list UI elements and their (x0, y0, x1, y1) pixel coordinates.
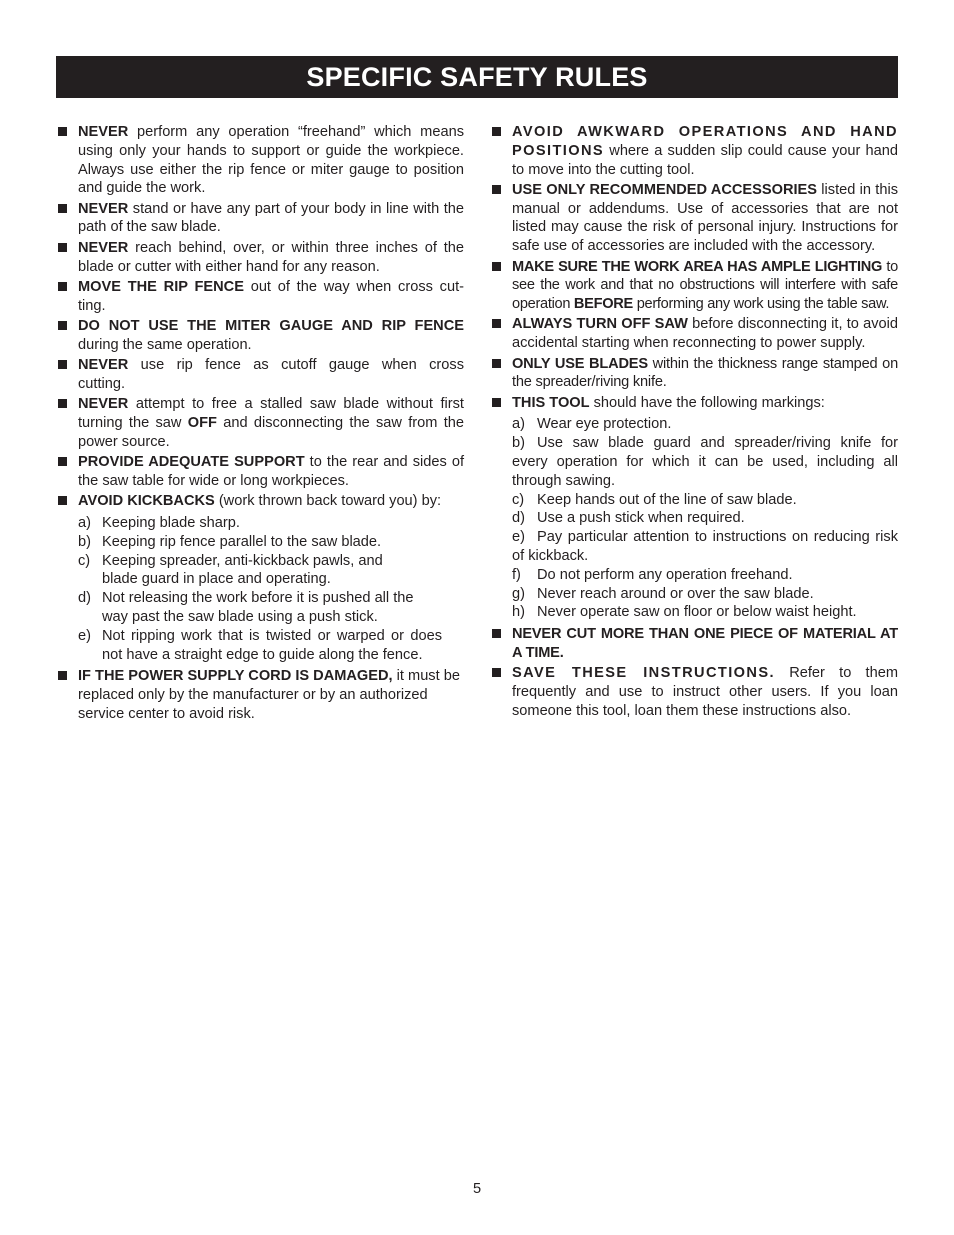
list-marker: g) (512, 585, 525, 602)
list-marker: c) (512, 491, 525, 508)
rule-item (56, 356, 464, 394)
rule-text: Refer to them frequently and use to instruct other users. If you loan someone this tool, loan them these instructions also. (512, 665, 899, 719)
rule-item (56, 453, 464, 491)
list-marker: a) (78, 514, 91, 531)
markings-list (512, 415, 898, 622)
rule-text: use rip fence as cutoff gauge when cross cutting. (78, 357, 464, 392)
square-bullet-icon (492, 262, 501, 271)
square-bullet-icon (492, 319, 501, 328)
kickback-list (78, 514, 464, 664)
rule-item (56, 492, 464, 511)
rule-item (490, 123, 898, 179)
list-item (512, 603, 898, 622)
title-bar (56, 56, 898, 98)
rule-keyword: NEVER (78, 124, 129, 140)
rule-text: to the rear and sides of the saw table for wide or long workpieces. (78, 454, 464, 489)
list-marker: e) (78, 627, 91, 644)
list-marker: b) (78, 533, 91, 550)
list-item (78, 514, 464, 533)
list-item (78, 533, 464, 552)
list-text: Keep hands out of the line of saw blade. (537, 491, 797, 508)
rule-text: should have the following markings: (589, 394, 825, 411)
rule-keyword: NEVER (78, 396, 129, 413)
rule-item (56, 317, 464, 355)
rule-keyword: DO NOT USE THE MITER GAUGE AND RIP FENCE (78, 317, 464, 334)
list-text: Pay particular attention to instructions on reducing risk of kickback. (512, 529, 898, 565)
rule-text: to see the work and that no obstructions will interfere with safe operation (512, 258, 898, 313)
rule-keyword: BEFORE (573, 296, 633, 313)
rule-item (56, 395, 464, 451)
left-column (56, 123, 464, 725)
list-item (512, 585, 898, 604)
rule-item (56, 278, 464, 316)
rule-item (490, 315, 898, 353)
rule-text: out of the way when cross cut-ting. (78, 278, 464, 314)
list-text: Keeping spreader, anti-kickback pawls, and blade guard in place and operating. (102, 552, 383, 588)
rule-text: before disconnecting it, to avoid accidental starting when reconnecting to power supply. (512, 316, 898, 352)
rule-keyword: AVOID KICKBACKS (78, 493, 215, 510)
list-text: Not ripping work that is twisted or warped or does not have a straight edge to guide along the fence. (102, 627, 442, 663)
square-bullet-icon (58, 243, 67, 252)
rule-keyword: AVOID AWKWARD OPERATIONS AND HAND POSITIONS (512, 124, 898, 159)
list-text: Wear eye protection. (537, 416, 672, 433)
square-bullet-icon (492, 185, 501, 194)
rule-text: listed in this manual or addendums. Use of accessories that are not listed may cause the risk of personal injury. Instructions for safe use of accessories are included with the accessory. (512, 181, 898, 255)
list-item (78, 589, 464, 627)
list-marker: e) (512, 529, 525, 546)
rule-text: performing any work using the table saw. (632, 296, 890, 313)
rule-keyword: ALWAYS TURN OFF SAW (512, 316, 688, 333)
list-item (512, 415, 898, 434)
rule-text: it must be replaced only by the manufacturer or by an authorized service center to avoid risk. (78, 668, 460, 722)
rule-item (56, 200, 464, 238)
list-item (512, 566, 898, 585)
square-bullet-icon (58, 457, 67, 466)
square-bullet-icon (58, 496, 67, 505)
square-bullet-icon (492, 359, 501, 368)
square-bullet-icon (492, 668, 501, 677)
list-text: Never operate saw on floor or below waist height. (537, 604, 857, 621)
rule-keyword: THIS TOOL (512, 394, 590, 411)
square-bullet-icon (58, 671, 67, 680)
square-bullet-icon (58, 204, 67, 213)
rule-keyword: NEVER (78, 239, 129, 256)
rule-item (490, 625, 898, 663)
rule-item (56, 123, 464, 198)
square-bullet-icon (58, 282, 67, 291)
rule-keyword: OFF (187, 414, 217, 431)
list-marker: c) (78, 552, 91, 569)
square-bullet-icon (58, 321, 67, 330)
square-bullet-icon (58, 127, 67, 136)
rule-keyword: USE ONLY RECOMMENDED ACCESSORIES (512, 181, 818, 198)
list-item (78, 552, 464, 590)
rule-item (490, 355, 898, 393)
rule-keyword: SAVE THESE INSTRUCTIONS. (512, 665, 775, 682)
page-title: SPECIFIC SAFETY RULES (306, 61, 648, 92)
list-item (78, 627, 464, 665)
square-bullet-icon (58, 360, 67, 369)
square-bullet-icon (492, 629, 501, 638)
square-bullet-icon (58, 399, 67, 408)
rule-item (490, 664, 898, 720)
rule-keyword: PROVIDE ADEQUATE SUPPORT (78, 454, 305, 471)
rule-keyword: NEVER (78, 357, 129, 374)
rule-text: within the thickness range stamped on the spreader/riving knife. (512, 355, 898, 391)
list-item (512, 528, 898, 566)
rule-item (56, 239, 464, 277)
rule-keyword: NEVER (78, 200, 129, 217)
rule-text: stand or have any part of your body in line with the path of the saw blade. (78, 200, 464, 236)
list-marker: h) (512, 604, 525, 621)
rule-keyword: MOVE THE RIP FENCE (78, 278, 244, 295)
rule-keyword: MAKE SURE THE WORK AREA HAS AMPLE LIGHTING (512, 258, 883, 275)
page-number: 5 (472, 1181, 482, 1197)
list-marker: d) (512, 510, 525, 527)
right-column (490, 123, 898, 722)
rule-item (490, 258, 898, 314)
list-item (512, 509, 898, 528)
list-text: Keeping blade sharp. (102, 514, 240, 531)
rule-text: (work thrown back toward you) by: (214, 493, 442, 510)
rule-keyword: IF THE POWER SUPPLY CORD IS DAMAGED, (78, 668, 393, 685)
list-text: Never reach around or over the saw blade. (537, 585, 814, 602)
rule-text: reach behind, over, or within three inches of the blade or cutter with either hand for any reason. (78, 239, 464, 275)
rule-keyword: NEVER CUT MORE THAN ONE PIECE OF MATERIAL AT A TIME. (512, 626, 898, 662)
list-text: Not releasing the work before it is pushed all the way past the saw blade using a push stick. (102, 590, 414, 625)
list-item (512, 491, 898, 510)
rule-text: and disconnecting the saw from the power source. (78, 414, 464, 450)
list-text: Use saw blade guard and spreader/riving knife for every operation for which it can be used, including all through sawing. (512, 435, 898, 489)
rule-text: where a sudden slip could cause your hand to move into the cutting tool. (512, 142, 898, 178)
rule-keyword: ONLY USE BLADES (512, 355, 648, 372)
list-text: Keeping rip fence parallel to the saw blade. (102, 533, 382, 550)
square-bullet-icon (492, 398, 501, 407)
list-item (512, 434, 898, 490)
list-marker: d) (78, 590, 91, 607)
rule-text: attempt to free a stalled saw blade without first turning the saw (78, 396, 464, 431)
list-text: Use a push stick when required. (537, 510, 745, 527)
rule-text: during the same operation. (78, 336, 252, 353)
list-marker: a) (512, 416, 525, 433)
list-marker: b) (512, 435, 525, 452)
rule-item (56, 667, 464, 723)
square-bullet-icon (492, 127, 501, 136)
list-marker: f) (512, 566, 521, 583)
rule-item (490, 394, 898, 413)
list-text: Do not perform any operation freehand. (537, 566, 793, 583)
rule-text: perform any operation “freehand” which means using only your hands to support or guide the workpiece. Always use either the rip fence or miter gauge to position and guide the work. (78, 124, 464, 197)
rule-item (490, 181, 898, 256)
